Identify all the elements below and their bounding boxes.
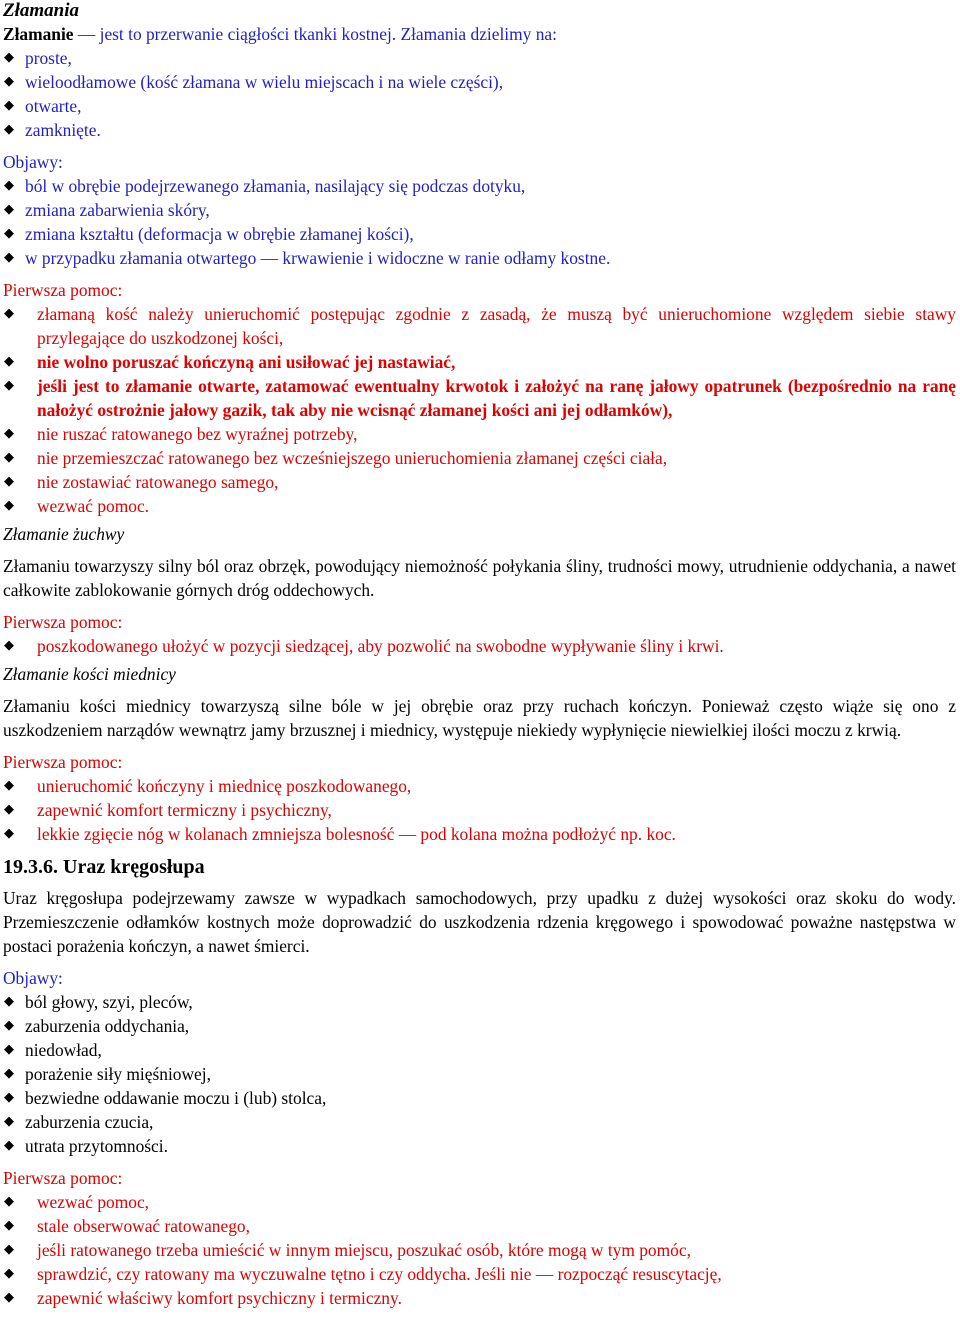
list-item: ◆ ból głowy, szyi, pleców, [4, 992, 193, 1012]
diamond-bullet-icon: ◆ [4, 802, 14, 817]
symptoms-heading: Objawy: [3, 152, 63, 172]
first-aid-list [3, 774, 956, 846]
diamond-bullet-icon: ◆ [4, 450, 14, 465]
diamond-bullet-icon: ◆ [4, 426, 14, 441]
list-item: ◆ unieruchomić kończyny i miednicę poszkodowanego, [4, 776, 412, 796]
section-body-kregoslup: Uraz kręgosłupa podejrzewamy zawsze w wypadkach samochodowych, przy upadku z dużej wysokości oraz skoku do wody. Przemieszczenie odłamków kostnych może doprowadzić do uszkodzenia rdzenia kręgowego i spowodować poważne następstwa w postaci porażenia kończyn, a nawet śmierci. [3, 888, 956, 956]
diamond-bullet-icon: ◆ [4, 1138, 14, 1153]
diamond-bullet-icon: ◆ [4, 1114, 14, 1129]
diamond-bullet-icon: ◆ [4, 122, 14, 137]
diamond-bullet-icon: ◆ [4, 1242, 14, 1257]
list-item: ◆ utrata przytomności. [4, 1136, 168, 1156]
diamond-bullet-icon: ◆ [4, 826, 14, 841]
diamond-bullet-icon: ◆ [4, 50, 14, 65]
diamond-bullet-icon: ◆ [4, 202, 14, 217]
diamond-bullet-icon: ◆ [4, 74, 14, 89]
intro-term: Złamanie [3, 24, 74, 44]
list-item: ◆ wezwać pomoc, [4, 1192, 150, 1212]
list-item: ◆ zmiana kształtu (deformacja w obrębie złamanej kości), [4, 224, 414, 244]
diamond-bullet-icon: ◆ [4, 778, 14, 793]
diamond-bullet-icon: ◆ [4, 1042, 14, 1057]
list-item: ◆ nie wolno poruszać kończyną ani usiłować jej nastawiać, [4, 352, 456, 372]
list-item: ◆ w przypadku złamania otwartego — krwawienie i widoczne w ranie odłamy kostne. [4, 248, 611, 268]
diamond-bullet-icon: ◆ [4, 994, 14, 1009]
list-item: ◆ zaburzenia oddychania, [4, 1016, 190, 1036]
diamond-bullet-icon: ◆ [4, 250, 14, 265]
diamond-bullet-icon: ◆ [4, 1018, 14, 1033]
list-item: ◆ proste, [4, 48, 72, 68]
section-body-miednica: Złamaniu kości miednicy towarzyszą silne bóle w jej obrębie oraz przy ruchach kończyn. Ponieważ często wiąże się ono z uszkodzeniem narządów wewnątrz jamy brzusznej i miednicy, występuje niekiedy wypłynięcie niewielkiej ilości moczu z krwią. [3, 696, 956, 740]
first-aid-list [3, 634, 956, 658]
diamond-bullet-icon: ◆ [4, 378, 14, 393]
list-item: ◆ lekkie zgięcie nóg w kolanach zmniejsza bolesność — pod kolana można podłożyć np. koc. [4, 824, 676, 844]
list-item: ◆ zmiana zabarwienia skóry, [4, 200, 210, 220]
list-item: ◆ wieloodłamowe (kość złamana w wielu miejscach i na wiele części), [4, 72, 504, 92]
section-body-zuchwa: Złamaniu towarzyszy silny ból oraz obrzęk, powodujący niemożność połykania śliny, trudności mowy, utrudnienie oddychania, a nawet całkowite zablokowanie górnych dróg oddechowych. [3, 556, 956, 600]
symptoms-list [3, 174, 956, 270]
intro-paragraph [3, 22, 956, 46]
diamond-bullet-icon: ◆ [4, 1218, 14, 1233]
list-item: ◆ stale obserwować ratowanego, [4, 1216, 250, 1236]
first-aid-list [3, 302, 956, 518]
list-item: ◆ zapewnić właściwy komfort psychiczny i termiczny. [4, 1288, 402, 1308]
diamond-bullet-icon: ◆ [4, 178, 14, 193]
diamond-bullet-icon: ◆ [4, 354, 14, 369]
diamond-bullet-icon: ◆ [4, 306, 14, 321]
list-item: ◆ poszkodowanego ułożyć w pozycji siedzącej, aby pozwolić na swobodne wypływanie śliny i krwi. [4, 636, 724, 656]
list-item: ◆ sprawdzić, czy ratowany ma wyczuwalne tętno i czy oddycha. Jeśli nie — rozpocząć resuscytację, [4, 1264, 722, 1284]
list-item: ◆ nie przemieszczać ratowanego bez wcześniejszego unieruchomienia złamanej części ciała, [4, 448, 668, 468]
fracture-types-list [3, 46, 956, 142]
section-title-miednica: Złamanie kości miednicy [3, 664, 176, 684]
list-item: ◆ wezwać pomoc. [4, 496, 150, 516]
first-aid-heading: Pierwsza pomoc: [3, 752, 123, 772]
diamond-bullet-icon: ◆ [4, 638, 14, 653]
list-item: ◆ jeśli jest to złamanie otwarte, zatamować ewentualny krwotok i założyć na ranę jałowy opatrunek (bezpośrednio na ranę nałożyć ostrożnie jałowy gazik, tak aby nie wcisnąć złamanej kości ani jej odłamków), [4, 376, 956, 420]
intro-rest: — jest to przerwanie ciągłości tkanki kostnej. Złamania dzielimy na: [73, 24, 557, 44]
diamond-bullet-icon: ◆ [4, 1290, 14, 1305]
list-item: ◆ zamknięte. [4, 120, 101, 140]
diamond-bullet-icon: ◆ [4, 1266, 14, 1281]
first-aid-heading: Pierwsza pomoc: [3, 612, 123, 632]
list-item: ◆ zapewnić komfort termiczny i psychiczny, [4, 800, 332, 820]
first-aid-list [3, 1190, 956, 1310]
list-item: ◆ ból w obrębie podejrzewanego złamania, nasilający się podczas dotyku, [4, 176, 526, 196]
diamond-bullet-icon: ◆ [4, 474, 14, 489]
diamond-bullet-icon: ◆ [4, 226, 14, 241]
diamond-bullet-icon: ◆ [4, 98, 14, 113]
list-item: ◆ porażenie siły mięśniowej, [4, 1064, 211, 1084]
diamond-bullet-icon: ◆ [4, 1090, 14, 1105]
symptoms-list [3, 990, 956, 1158]
list-item: ◆ niedowład, [4, 1040, 102, 1060]
diamond-bullet-icon: ◆ [4, 1194, 14, 1209]
diamond-bullet-icon: ◆ [4, 1066, 14, 1081]
first-aid-heading: Pierwsza pomoc: [3, 1168, 123, 1188]
list-item: ◆ nie ruszać ratowanego bez wyraźnej potrzeby, [4, 424, 358, 444]
list-item: ◆ otwarte, [4, 96, 82, 116]
list-item: ◆ jeśli ratowanego trzeba umieścić w innym miejscu, poszukać osób, które mogą w tym pomóc, [4, 1240, 691, 1260]
list-item: ◆ bezwiedne oddawanie moczu i (lub) stolca, [4, 1088, 327, 1108]
list-item: ◆ złamaną kość należy unieruchomić postępując zgodnie z zasadą, że muszą być unieruchomione względem siebie stawy przylegające do uszkodzonej kości, [4, 304, 956, 348]
section-title-zuchwa: Złamanie żuchwy [3, 524, 125, 544]
section-title-zlamania: Złamania [3, 0, 80, 21]
diamond-bullet-icon: ◆ [4, 498, 14, 513]
first-aid-heading: Pierwsza pomoc: [3, 280, 123, 300]
list-item: ◆ nie zostawiać ratowanego samego, [4, 472, 279, 492]
list-item: ◆ zaburzenia czucia, [4, 1112, 154, 1132]
symptoms-heading: Objawy: [3, 968, 63, 988]
section-heading-uraz-kregoslupa: 19.3.6. Uraz kręgosłupa [3, 856, 205, 878]
